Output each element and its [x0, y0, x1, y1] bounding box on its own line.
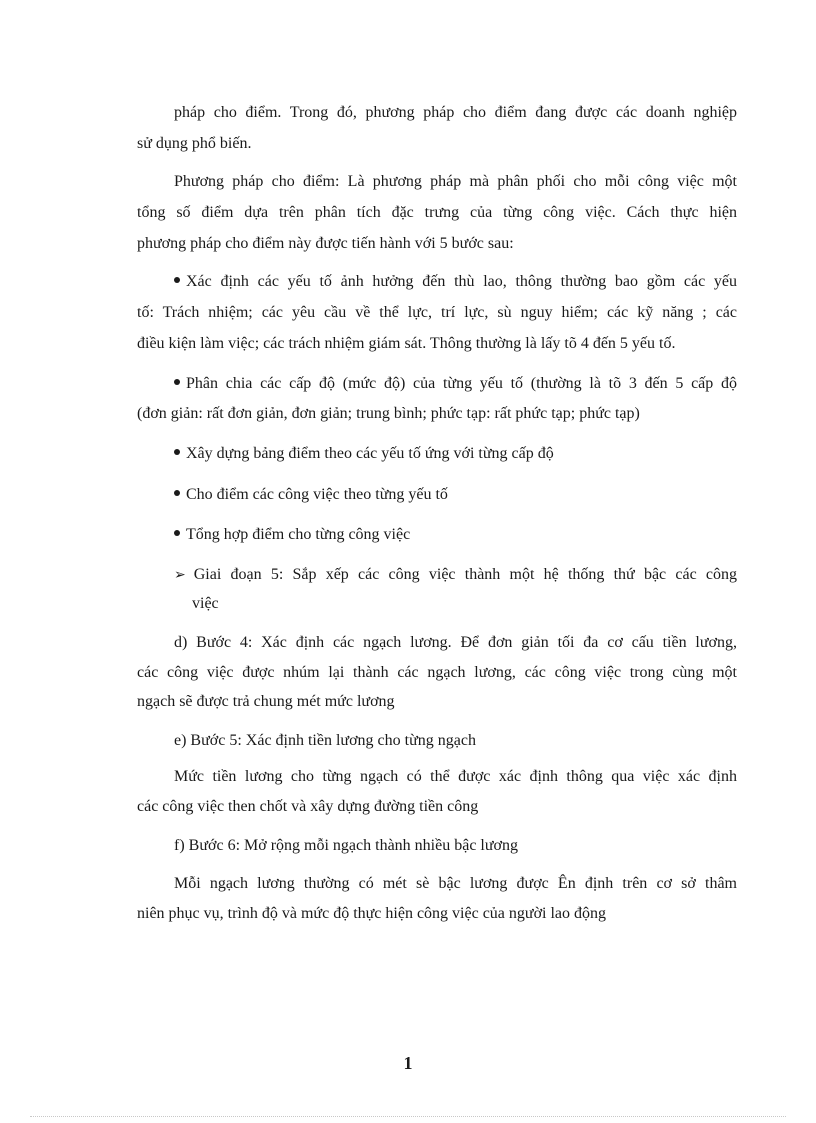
- bullet-dot-icon: [174, 277, 180, 283]
- step-4-line-3: ngạch sẽ được trả chung mét mức lương: [137, 693, 395, 710]
- bullet-2-line-1: [174, 374, 737, 394]
- para-wage-line-2: các công việc then chốt và xây dựng đường tiền công: [137, 798, 479, 815]
- bullet-1-line-3: điều kiện làm việc; các trách nhiệm giám sát. Thông thường là lấy tõ 4 đến 5 yếu tố.: [137, 335, 676, 352]
- step-4-line-2: các công việc được nhúm lại thành các ngạch lương, các công việc trong cùng một: [137, 664, 737, 681]
- arrow-item-text: Giai đoạn 5: Sắp xếp các công việc thành một hệ thống thứ bậc các công: [193, 566, 737, 583]
- arrow-item-line-2: việc: [192, 595, 219, 612]
- bullet-1-line-2: tố: Trách nhiệm; các yêu cầu về thể lực, trí lực, sù nguy hiểm; các kỹ năng ; các: [137, 304, 737, 321]
- bullet-3-text: Xây dựng bảng điểm theo các yếu tố ứng với từng cấp độ: [186, 445, 554, 462]
- bullet-dot-icon: [174, 379, 180, 385]
- para-wage-line-1: Mức tiền lương cho từng ngạch có thể được xác định thông qua việc xác định: [174, 768, 737, 785]
- bullet-5-text: Tổng hợp điểm cho từng công việc: [186, 526, 411, 543]
- para-grade-line-2: niên phục vụ, trình độ và mức độ thực hiện công việc của người lao động: [137, 905, 607, 922]
- para-1-line-1: pháp cho điểm. Trong đó, phương pháp cho điểm đang được các doanh nghiệp: [174, 104, 737, 121]
- step-6-heading: f) Bước 6: Mở rộng mỗi ngạch thành nhiều bậc lương: [174, 837, 518, 854]
- para-2-line-2: tổng số điểm dựa trên phân tích đặc trưng của từng công việc. Cách thực hiện: [137, 204, 737, 221]
- bullet-dot-icon: [174, 530, 180, 536]
- para-2-line-3: phương pháp cho điểm này được tiến hành với 5 bước sau:: [137, 235, 514, 252]
- step-4-line-1: d) Bước 4: Xác định các ngạch lương. Để đơn giản tối đa cơ cấu tiền lương,: [174, 634, 737, 651]
- bullet-4-text: Cho điểm các công việc theo từng yếu tố: [186, 486, 448, 503]
- bullet-2-text: Phân chia các cấp độ (mức độ) của từng yếu tố (thường là tõ 3 đến 5 cấp độ: [186, 375, 737, 392]
- arrow-bullet-icon: ➢: [174, 567, 186, 583]
- para-1-line-2: sử dụng phổ biến.: [137, 135, 252, 152]
- bullet-1-text: Xác định các yếu tố ảnh hưởng đến thù lao, thông thường bao gồm các yếu: [186, 273, 737, 290]
- para-grade-line-1: Mỗi ngạch lương thường có mét sè bậc lương được Ên định trên cơ sở thâm: [174, 875, 737, 892]
- bullet-1-line-1: [174, 272, 737, 292]
- bullet-5: [174, 525, 410, 545]
- para-2-line-1: Phương pháp cho điểm: Là phương pháp mà phân phối cho mỗi công việc một: [174, 173, 737, 190]
- arrow-item-line-1: [174, 565, 737, 585]
- bullet-3: [174, 444, 554, 464]
- bullet-dot-icon: [174, 490, 180, 496]
- page-number: 1: [403, 1053, 413, 1073]
- bullet-2-line-2: (đơn giản: rất đơn giản, đơn giản; trung bình; phức tạp: rất phức tạp; phức tạp): [137, 405, 640, 422]
- step-5-heading: e) Bước 5: Xác định tiền lương cho từng ngạch: [174, 732, 476, 749]
- bullet-4: [174, 485, 448, 505]
- footer-divider: [30, 1116, 786, 1117]
- bullet-dot-icon: [174, 449, 180, 455]
